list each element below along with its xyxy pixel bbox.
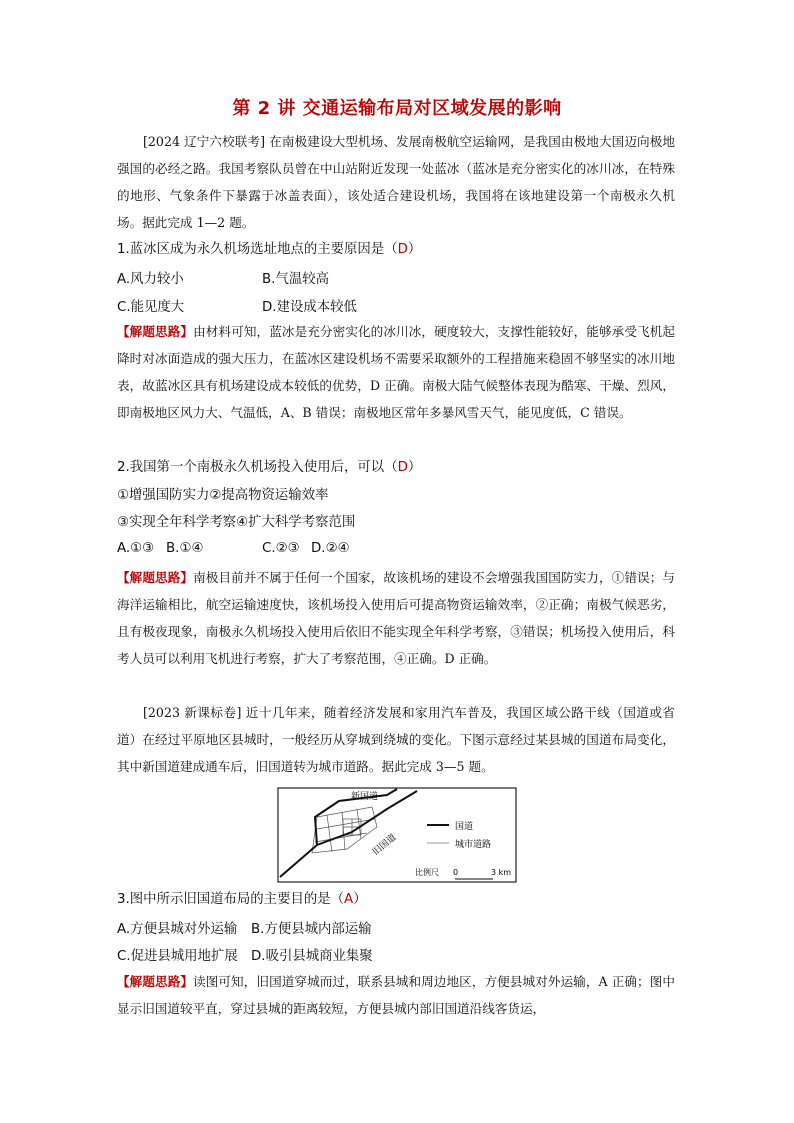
scale-label: 比例尺 bbox=[415, 868, 439, 877]
question-2-items-2: ③实现全年科学考察④扩大科学考察范围 bbox=[117, 515, 356, 530]
q1-option-c: C.能见度大 bbox=[117, 300, 185, 315]
q2-option-a: A.①③ bbox=[117, 541, 155, 556]
question-2-answer: D bbox=[397, 460, 408, 475]
new-road-label: 新国道 bbox=[351, 792, 379, 802]
legend-city-label: 城市道路 bbox=[455, 840, 492, 850]
question-2-items-1: ①增强国防实力②提高物资运输效率 bbox=[117, 488, 329, 503]
q1-option-a: A.风力较小 bbox=[117, 272, 184, 287]
legend-national-label: 国道 bbox=[455, 822, 474, 832]
q2-option-b: B.①④ bbox=[166, 541, 204, 556]
old-road-label: 旧国道 bbox=[371, 832, 399, 858]
q2-option-d: D.②④ bbox=[311, 541, 350, 556]
q2-option-c: C.②③ bbox=[262, 541, 300, 556]
q3-option-d: D.吸引县城商业集聚 bbox=[251, 949, 373, 964]
q1-option-d: D.建设成本较低 bbox=[262, 300, 357, 315]
scale-max: 3 km bbox=[491, 868, 512, 877]
q1-option-b: B.气温较高 bbox=[262, 272, 330, 287]
question-1-stem: 1.蓝冰区成为永久机场选址地点的主要原因是（D） bbox=[117, 242, 422, 257]
question-1-answer: D bbox=[397, 242, 408, 257]
passage-1: [2024 辽宁六校联考] 在南极建设大型机场、发展南极航空运输网，是我国由极地大国迈向极地强国的必经之路。我国考察队员曾在中山站附近发现一处蓝冰（蓝冰是充分密实化的冰川冰，在特殊的地形、气象条件下暴露于冰盖表面），该处适合建设机场，我国将在该地建设第一个南极永久机场。据此完成 1—2 题。 bbox=[117, 134, 675, 230]
scale-zero: 0 bbox=[453, 868, 459, 877]
lesson-title: 第 2 讲 交通运输布局对区域发展的影响 bbox=[232, 98, 562, 119]
question-1-analysis: 【解题思路】由材料可知，蓝冰是充分密实化的冰川冰，硬度较大，支撑性能较好，能够承受飞机起降时对冰面造成的强大压力，在蓝冰区建设机场不需要采取额外的工程措施来稳固不够坚实的冰川地表，故蓝冰区具有机场建设成本较低的优势，D 正确。南极大陆气候整体表现为酷寒、干燥、烈风，即南极地区风力大、气温低，A、B 错误；南极地区常年多暴风雪天气，能见度低，C 错误。 bbox=[117, 324, 676, 420]
q3-option-b: B.方便县城内部运输 bbox=[251, 922, 372, 937]
question-3-analysis: 【解题思路】读图可知，旧国道穿城而过，联系县城和周边地区，方便县城对外运输，A 正确；图中显示旧国道较平直，穿过县城的距离较短，方便县城内部旧国道沿线客货运， bbox=[117, 974, 675, 1016]
county-road-map bbox=[277, 787, 517, 883]
q3-option-a: A.方便县城对外运输 bbox=[117, 922, 238, 937]
question-3-answer: A bbox=[344, 892, 354, 907]
question-2-analysis: 【解题思路】南极目前并不属于任何一个国家，故该机场的建设不会增强我国国防实力，①错误；与海洋运输相比，航空运输速度快，该机场投入使用后可提高物资运输效率，②正确；南极气候恶劣，且有极夜现象，南极永久机场投入使用后依旧不能实现全年科学考察，③错误；机场投入使用后，科考人员可以利用飞机进行考察，扩大了考察范围，④正确。D 正确。 bbox=[117, 570, 676, 666]
question-2-stem: 2.我国第一个南极永久机场投入使用后，可以（D） bbox=[117, 460, 422, 475]
q3-option-c: C.促进县城用地扩展 bbox=[117, 949, 238, 964]
question-3-stem: 3.图中所示旧国道布局的主要目的是（A） bbox=[117, 892, 367, 907]
passage-2: [2023 新课标卷] 近十几年来，随着经济发展和家用汽车普及，我国区域公路干线（国道或省道）在经过平原地区县城时，一般经历从穿城到绕城的变化。下图示意经过某县城的国道布局变化，其中新国道建成通车后，旧国道转为城市道路。据此完成 3—5 题。 bbox=[117, 705, 675, 774]
